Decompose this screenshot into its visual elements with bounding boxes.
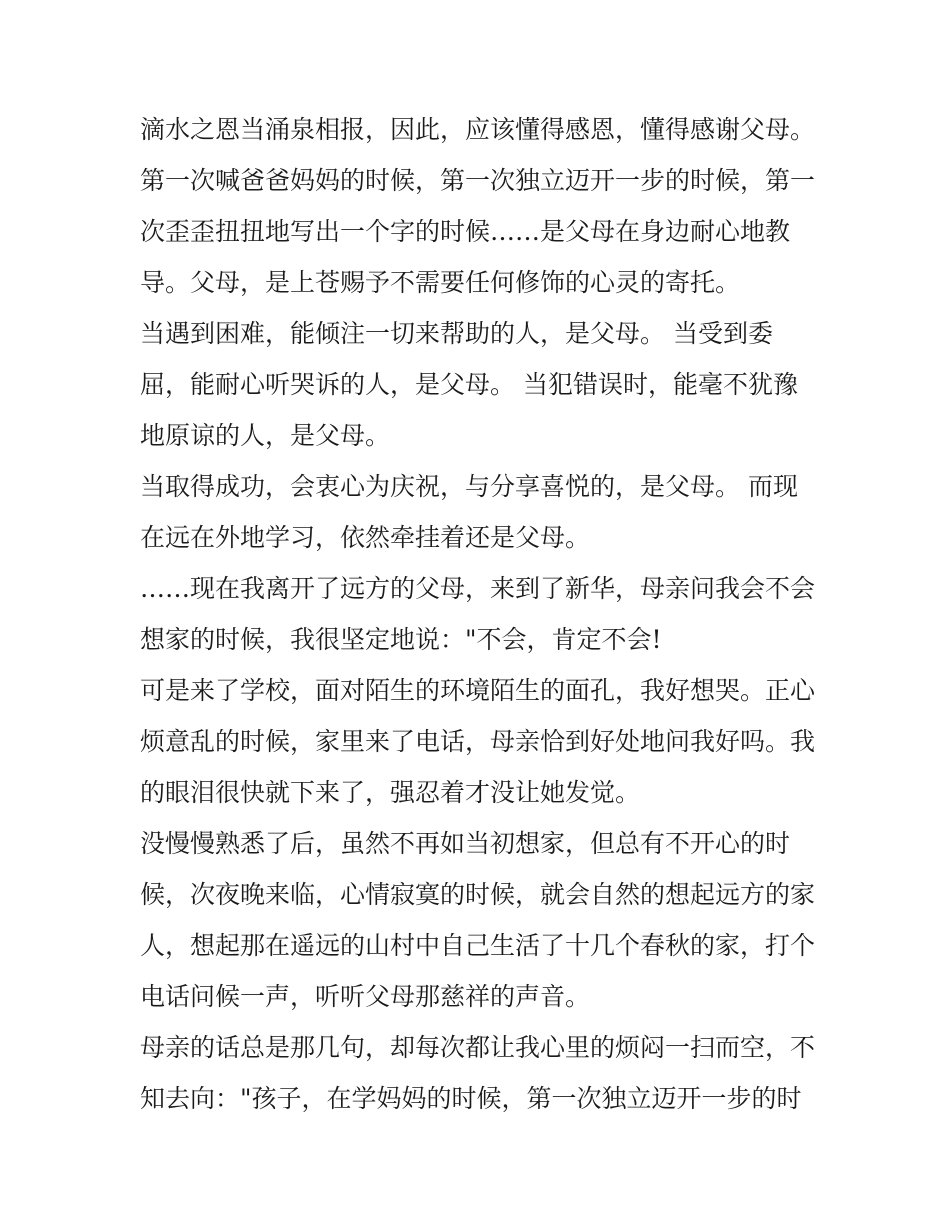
text-line: 当取得成功，会衷心为庆祝，与分享喜悦的，是父母。 而现 (140, 472, 798, 501)
text-line: 地原谅的人，是父母。 (140, 421, 391, 450)
text-line: 母亲的话总是那几句，却每次都让我心里的烦闷一扫而空，不 (140, 1033, 816, 1062)
text-line: 电话问候一声，听听父母那慈祥的声音。 (140, 982, 591, 1011)
text-line: 可是来了学校，面对陌生的环境陌生的面孔，我好想哭。正心 (140, 676, 816, 705)
document-body (140, 104, 820, 1124)
text-line: 次歪歪扭扭地写出一个字的时候……是父母在身边耐心地教 (140, 217, 791, 246)
text-line: 的眼泪很快就下来了，强忍着才没让她发觉。 (140, 778, 641, 807)
text-line: 在远在外地学习，依然牵挂着还是父母。 (140, 523, 591, 552)
text-line: 滴水之恩当涌泉相报，因此，应该懂得感恩，懂得感谢父母。 (140, 115, 816, 144)
text-line: 想家的时候，我很坚定地说："不会，肯定不会! (140, 625, 662, 654)
text-line: 第一次喊爸爸妈妈的时候，第一次独立迈开一步的时候，第一 (140, 166, 816, 195)
text-line: 烦意乱的时候，家里来了电话，母亲恰到好处地问我好吗。我 (140, 727, 816, 756)
text-line: 人，想起那在遥远的山村中自己生活了十几个春秋的家，打个 (140, 931, 816, 960)
text-line: 候，次夜晚来临，心情寂寞的时候，就会自然的想起远方的家 (140, 880, 816, 909)
text-line: 当遇到困难，能倾注一切来帮助的人，是父母。 当受到委 (140, 319, 773, 348)
text-line: 没慢慢熟悉了后，虽然不再如当初想家，但总有不开心的时 (140, 829, 791, 858)
text-line: 屈，能耐心听哭诉的人，是父母。 当犯错误时，能毫不犹豫 (140, 370, 798, 399)
text-line: 导。父母，是上苍赐予不需要任何修饰的心灵的寄托。 (140, 268, 741, 297)
text-line: 知去向："孩子，在学妈妈的时候，第一次独立迈开一步的时 (140, 1084, 802, 1113)
text-line: ……现在我离开了远方的父母，来到了新华，母亲问我会不会 (140, 574, 816, 603)
